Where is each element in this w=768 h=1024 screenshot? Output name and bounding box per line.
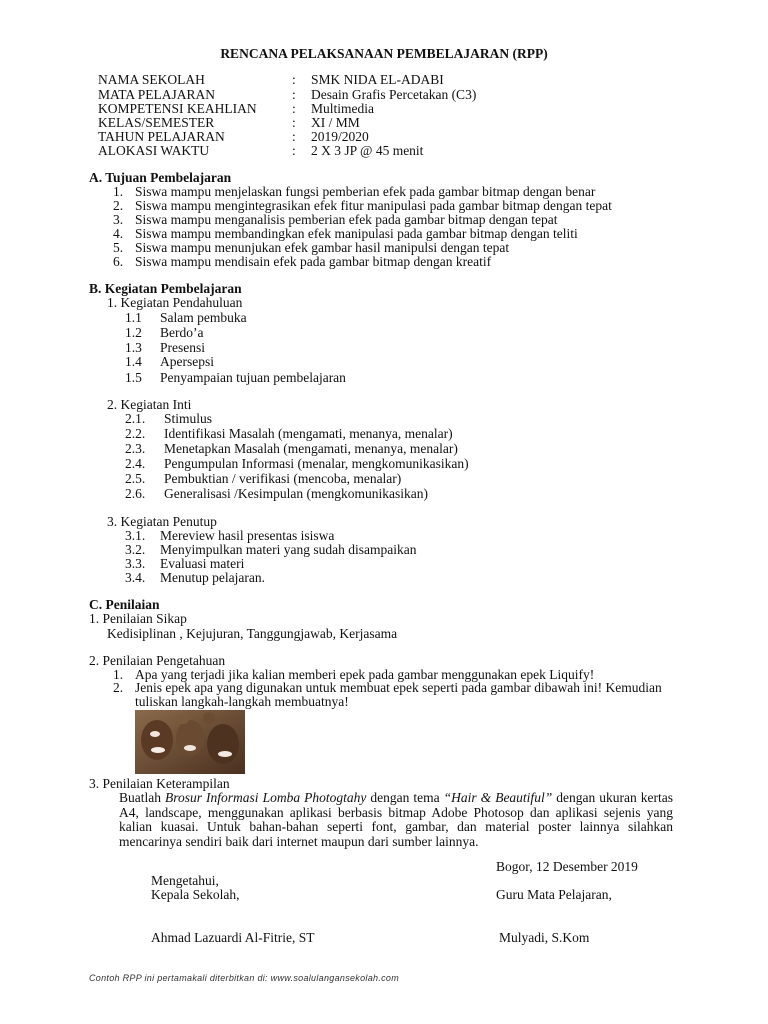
list-item: Siswa mampu mendisain efek pada gambar bitmap dengan kreatif bbox=[135, 254, 492, 269]
identity-value: Desain Grafis Percetakan (C3) bbox=[311, 87, 477, 102]
list-number: 1. bbox=[113, 184, 124, 199]
identity-value: Multimedia bbox=[311, 101, 374, 116]
signature-left-line2: Kepala Sekolah, bbox=[151, 887, 240, 902]
section-c-heading: C. Penilaian bbox=[89, 597, 160, 612]
list-item: Pengumpulan Informasi (menalar, mengkomunikasikan) bbox=[164, 456, 469, 471]
list-item: Identifikasi Masalah (mengamati, menanya, menalar) bbox=[164, 426, 453, 441]
list-item: Generalisasi /Kesimpulan (mengkomunikasikan) bbox=[164, 486, 428, 501]
list-item: Menutup pelajaran. bbox=[160, 570, 265, 585]
list-item: Mereview hasil presentas isiswa bbox=[160, 528, 335, 543]
identity-label: KOMPETENSI KEAHLIAN bbox=[98, 101, 257, 116]
footer-note: Contoh RPP ini pertamakali diterbitkan di: www.soalulangansekolah.com bbox=[89, 973, 400, 983]
identity-colon: : bbox=[292, 115, 296, 130]
list-item: Siswa mampu menjelaskan fungsi pemberian efek pada gambar bitmap dengan benar bbox=[135, 184, 596, 199]
identity-value: 2 X 3 JP @ 45 menit bbox=[311, 143, 424, 158]
assessment-title: 2. Penilaian Pengetahuan bbox=[89, 653, 226, 668]
identity-label: MATA PELAJARAN bbox=[98, 87, 216, 102]
list-number: 1.5 bbox=[125, 370, 142, 385]
list-item: Apersepsi bbox=[160, 354, 214, 369]
skill-task-paragraph bbox=[119, 791, 673, 849]
list-number: 2. bbox=[113, 680, 124, 695]
paragraph-italic-text: Brosur Informasi Lomba Photogtahy bbox=[165, 790, 367, 805]
list-number: 3.4. bbox=[125, 570, 146, 585]
list-number: 2.2. bbox=[125, 426, 146, 441]
list-number: 1.4 bbox=[125, 354, 142, 369]
list-item: Salam pembuka bbox=[160, 310, 247, 325]
identity-label: KELAS/SEMESTER bbox=[98, 115, 215, 130]
identity-colon: : bbox=[292, 129, 296, 144]
question-text: tuliskan langkah-langkah membuatnya! bbox=[135, 694, 349, 709]
list-number: 2.6. bbox=[125, 486, 146, 501]
identity-value: 2019/2020 bbox=[311, 129, 369, 144]
identity-value: SMK NIDA EL-ADABI bbox=[311, 72, 444, 87]
assessment-text: Kedisiplinan , Kejujuran, Tanggungjawab, Kerjasama bbox=[107, 626, 398, 641]
identity-value: XI / MM bbox=[311, 115, 360, 130]
signature-left-name: Ahmad Lazuardi Al-Fitrie, ST bbox=[151, 930, 315, 945]
group-title: 1. Kegiatan Pendahuluan bbox=[107, 295, 243, 310]
list-number: 3.2. bbox=[125, 542, 146, 557]
list-number: 2. bbox=[113, 198, 124, 213]
paragraph-text: dengan tema bbox=[366, 790, 444, 805]
list-number: 3. bbox=[113, 212, 124, 227]
group-title: 3. Kegiatan Penutup bbox=[107, 514, 217, 529]
list-item: Siswa mampu mengintegrasikan efek fitur manipulasi pada gambar bitmap dengan tepat bbox=[135, 198, 612, 213]
identity-colon: : bbox=[292, 72, 296, 87]
section-a-heading: A. Tujuan Pembelajaran bbox=[89, 170, 232, 185]
list-number: 1. bbox=[113, 667, 124, 682]
list-number: 5. bbox=[113, 240, 124, 255]
list-number: 2.4. bbox=[125, 456, 146, 471]
list-item: Penyampaian tujuan pembelajaran bbox=[160, 370, 346, 385]
list-number: 2.3. bbox=[125, 441, 146, 456]
paragraph-text: Buatlah bbox=[119, 790, 166, 805]
list-item: Berdo’a bbox=[160, 325, 204, 340]
signature-right-line: Guru Mata Pelajaran, bbox=[496, 887, 612, 902]
list-number: 3.1. bbox=[125, 528, 146, 543]
list-item: Stimulus bbox=[164, 411, 213, 426]
list-item: Pembuktian / verifikasi (mencoba, menalar) bbox=[164, 471, 402, 486]
list-number: 2.5. bbox=[125, 471, 146, 486]
children-photo-image bbox=[135, 710, 245, 774]
list-item: Evaluasi materi bbox=[160, 556, 245, 571]
children-photo bbox=[135, 710, 245, 774]
identity-label: ALOKASI WAKTU bbox=[98, 143, 210, 158]
identity-label: NAMA SEKOLAH bbox=[98, 72, 205, 87]
question-text: Jenis epek apa yang digunakan untuk membuat epek seperti pada gambar dibawah ini! Kemudian bbox=[135, 680, 662, 695]
signature-right-name: Mulyadi, S.Kom bbox=[499, 930, 590, 945]
group-title: 2. Kegiatan Inti bbox=[107, 397, 192, 412]
list-number: 3.3. bbox=[125, 556, 146, 571]
identity-colon: : bbox=[292, 87, 296, 102]
list-item: Presensi bbox=[160, 340, 205, 355]
paragraph-italic-text: “Hair & Beautiful” bbox=[443, 790, 553, 805]
list-item: Siswa mampu menganalisis pemberian efek pada gambar bitmap dengan tepat bbox=[135, 212, 558, 227]
section-b-heading: B. Kegiatan Pembelajaran bbox=[89, 281, 242, 296]
list-number: 1.3 bbox=[125, 340, 142, 355]
identity-colon: : bbox=[292, 101, 296, 116]
paragraph-text: dengan ukuran kertas A4, landscape, menggunakan aplikasi berbasis bitmap Adobe Photosop dan aplikasi sejenis yang kalian kuasai. Untuk bahan-bahan seperti font, gambar, dan material poster lainnya silahkan mencarinya sendiri baik dari internet maupun dari sumber lainnya. bbox=[119, 790, 673, 849]
list-item: Menyimpulkan materi yang sudah disampaikan bbox=[160, 542, 417, 557]
list-number: 1.1 bbox=[125, 310, 142, 325]
assessment-title: 3. Penilaian Keterampilan bbox=[89, 776, 230, 791]
assessment-title: 1. Penilaian Sikap bbox=[89, 611, 187, 626]
question-text: Apa yang terjadi jika kalian memberi epek pada gambar menggunakan epek Liquify! bbox=[135, 667, 595, 682]
list-number: 4. bbox=[113, 226, 124, 241]
list-number: 2.1. bbox=[125, 411, 146, 426]
list-number: 1.2 bbox=[125, 325, 142, 340]
list-item: Menetapkan Masalah (mengamati, menanya, menalar) bbox=[164, 441, 458, 456]
place-date: Bogor, 12 Desember 2019 bbox=[496, 859, 638, 874]
list-number: 6. bbox=[113, 254, 124, 269]
list-item: Siswa mampu menunjukan efek gambar hasil manipulsi dengan tepat bbox=[135, 240, 510, 255]
document-title: RENCANA PELAKSANAAN PEMBELAJARAN (RPP) bbox=[220, 46, 548, 61]
identity-colon: : bbox=[292, 143, 296, 158]
list-item: Siswa mampu membandingkan efek manipulasi pada gambar bitmap dengan teliti bbox=[135, 226, 578, 241]
signature-left-line1: Mengetahui, bbox=[151, 873, 219, 888]
identity-label: TAHUN PELAJARAN bbox=[98, 129, 225, 144]
